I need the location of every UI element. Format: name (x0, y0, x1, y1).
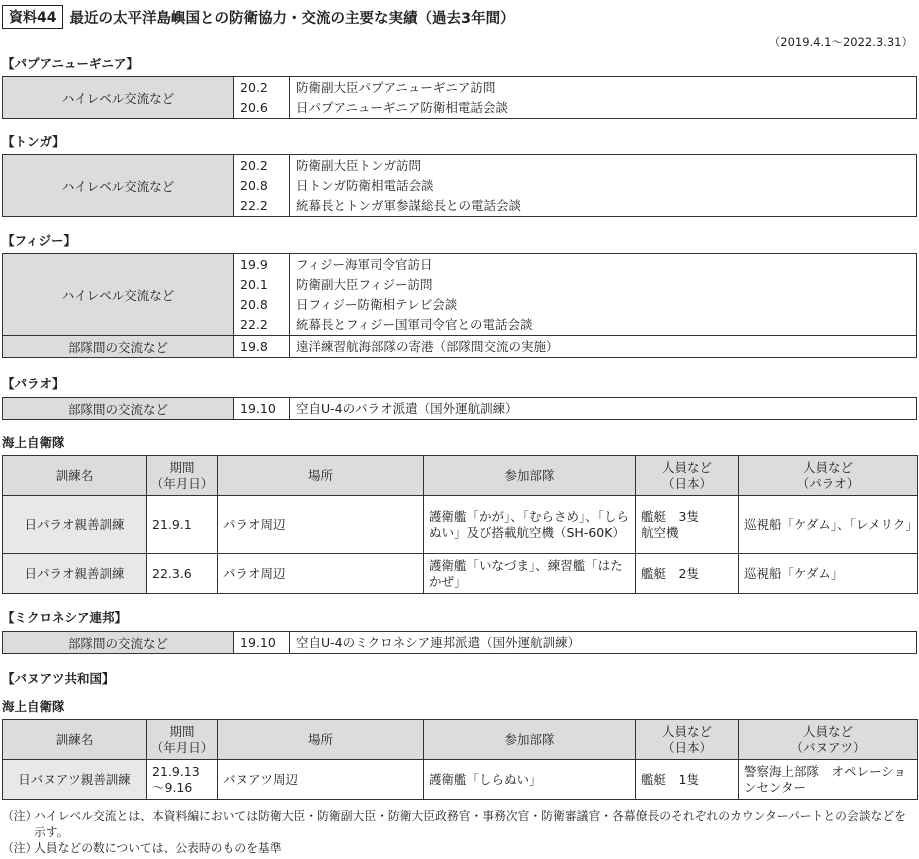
palau-table (2, 397, 917, 420)
table-row (3, 496, 918, 554)
date: 20.2 (240, 157, 268, 173)
item: 遠洋練習航海部隊の寄港（部隊間交流の実施） (290, 336, 917, 358)
jp-personnel (636, 496, 739, 554)
item: 防衛副大臣パプアニューギニア訪問 (296, 79, 496, 95)
col-header-line: 期間 (169, 459, 195, 475)
table-row (3, 760, 918, 800)
col-header-line: （年月日） (150, 475, 214, 491)
exercise-units: 護衛艦「いなづま」、練習艦「はたかぜ」 (424, 554, 636, 594)
date-line: 21.9.13 (152, 763, 200, 779)
date: 19.10 (234, 632, 290, 654)
category-cell: 部隊間の交流など (3, 398, 234, 420)
item: 日フィジー防衛相テレビ会談 (296, 296, 458, 312)
col-header-line: （日本） (661, 475, 712, 491)
note (2, 808, 914, 840)
item: 統幕長とフィジー国軍司令官との電話会談 (296, 316, 533, 332)
col-header: 訓練名 (3, 720, 147, 760)
note-label: （注） (2, 809, 38, 823)
category-cell: 部隊間の交流など (3, 632, 234, 654)
item: 日パプアニューギニア防衛相電話会談 (296, 99, 508, 115)
col-header: 訓練名 (3, 456, 147, 496)
exercise-date (147, 760, 218, 800)
section-heading-palau: 【パラオ】 (2, 376, 65, 391)
col-header: 場所 (218, 456, 424, 496)
personnel-line: 航空機 (641, 524, 679, 540)
page-header (2, 4, 515, 30)
msdf-heading: 海上自衛隊 (2, 699, 65, 714)
item: 空自U-4のパラオ派遣（国外運航訓練） (290, 398, 917, 420)
item: 防衛副大臣トンガ訪問 (296, 157, 422, 173)
exercise-place: パラオ周辺 (218, 554, 424, 594)
category-cell: ハイレベル交流など (3, 77, 234, 119)
date: 20.8 (240, 296, 268, 312)
col-header-line: （パラオ） (796, 475, 860, 491)
date: 19.9 (240, 256, 268, 272)
exercise-date: 22.3.6 (147, 554, 218, 594)
partner-personnel: 巡視船「ケダム」、「レメリク」 (739, 496, 918, 554)
dates-cell (234, 254, 290, 336)
col-header-line: 人員など (661, 459, 712, 475)
col-header: 参加部隊 (424, 720, 636, 760)
category-cell: 部隊間の交流など (3, 336, 234, 358)
page-title: 最近の太平洋島嶼国との防衛協力・交流の主要な実績（過去3年間） (69, 10, 515, 27)
date: 22.2 (240, 316, 268, 332)
exercise-name: 日バヌアツ親善訓練 (3, 760, 147, 800)
date: 20.8 (240, 177, 268, 193)
items-cell (290, 254, 917, 336)
vanuatu-exercise-table (2, 719, 918, 800)
table-header-row (3, 720, 918, 760)
table-row (3, 398, 917, 420)
section-heading-vanuatu: 【バヌアツ共和国】 (2, 671, 115, 686)
dates-cell (234, 77, 290, 119)
col-header-line: 人員など (802, 459, 853, 475)
col-header (636, 456, 739, 496)
col-header-line: （年月日） (150, 739, 214, 755)
item: 統幕長とトンガ軍参謀総長との電話会談 (296, 197, 522, 213)
col-header-line: 人員など (802, 723, 853, 739)
items-cell (290, 77, 917, 119)
partner-personnel: 巡視船「ケダム」 (739, 554, 918, 594)
table-row (3, 632, 917, 654)
section-heading-tonga: 【トンガ】 (2, 134, 65, 149)
note-label: （注） (2, 841, 38, 855)
period-range: （2019.4.1～2022.3.31） (768, 35, 913, 49)
date: 19.8 (234, 336, 290, 358)
fiji-table (2, 253, 917, 358)
date-line: ～9.16 (152, 779, 193, 795)
exercise-units: 護衛艦「しらぬい」 (424, 760, 636, 800)
col-header-line: 期間 (169, 723, 195, 739)
note-text: ハイレベル交流とは、本資料編においては防衛大臣・防衛副大臣・防衛大臣政務官・事務次官・防衛審議官・各幕僚長のそれぞれのカウンターパートとの会談などを示す。 (34, 809, 906, 839)
col-header (147, 720, 218, 760)
png-table (2, 76, 917, 119)
date: 20.6 (240, 99, 268, 115)
jp-personnel: 艦艇 2隻 (636, 554, 739, 594)
notes (2, 808, 914, 856)
col-header (636, 720, 739, 760)
section-heading-micronesia: 【ミクロネシア連邦】 (2, 610, 128, 625)
table-row (3, 554, 918, 594)
table-row (3, 77, 917, 119)
items-cell (290, 155, 917, 217)
jp-personnel: 艦艇 1隻 (636, 760, 739, 800)
col-header: 参加部隊 (424, 456, 636, 496)
col-header: 場所 (218, 720, 424, 760)
col-header-line: 人員など (661, 723, 712, 739)
personnel-line: 艦艇 3隻 (641, 508, 699, 524)
date: 22.2 (240, 197, 268, 213)
doc-badge: 資料44 (2, 5, 63, 29)
exercise-name: 日パラオ親善訓練 (3, 496, 147, 554)
note-text: 人員などの数については、公表時のものを基準 (34, 841, 282, 855)
micronesia-table (2, 631, 917, 654)
note (2, 840, 914, 856)
section-heading-fiji: 【フィジー】 (2, 233, 77, 248)
tonga-table (2, 154, 917, 217)
table-row (3, 254, 917, 336)
item: 防衛副大臣フィジー訪問 (296, 276, 433, 292)
section-heading-png: 【パプアニューギニア】 (2, 56, 139, 71)
col-header (739, 456, 918, 496)
category-cell: ハイレベル交流など (3, 155, 234, 217)
exercise-units: 護衛艦「かが」、「むらさめ」、「しらぬい」及び搭載航空機（SH-60K） (424, 496, 636, 554)
col-header (739, 720, 918, 760)
dates-cell (234, 155, 290, 217)
item: フィジー海軍司令官訪日 (296, 256, 433, 272)
palau-exercise-table (2, 455, 918, 594)
col-header-line: （日本） (661, 739, 712, 755)
date: 20.2 (240, 79, 268, 95)
table-row (3, 336, 917, 358)
partner-personnel: 警察海上部隊 オペレーションセンター (739, 760, 918, 800)
item: 日トンガ防衛相電話会談 (296, 177, 434, 193)
col-header (147, 456, 218, 496)
table-row (3, 155, 917, 217)
exercise-date: 21.9.1 (147, 496, 218, 554)
date: 20.1 (240, 276, 268, 292)
exercise-name: 日パラオ親善訓練 (3, 554, 147, 594)
exercise-place: バヌアツ周辺 (218, 760, 424, 800)
table-header-row (3, 456, 918, 496)
col-header-line: （バヌアツ） (790, 739, 866, 755)
category-cell: ハイレベル交流など (3, 254, 234, 336)
exercise-place: パラオ周辺 (218, 496, 424, 554)
date: 19.10 (234, 398, 290, 420)
msdf-heading: 海上自衛隊 (2, 435, 65, 450)
item: 空自U-4のミクロネシア連邦派遣（国外運航訓練） (290, 632, 917, 654)
